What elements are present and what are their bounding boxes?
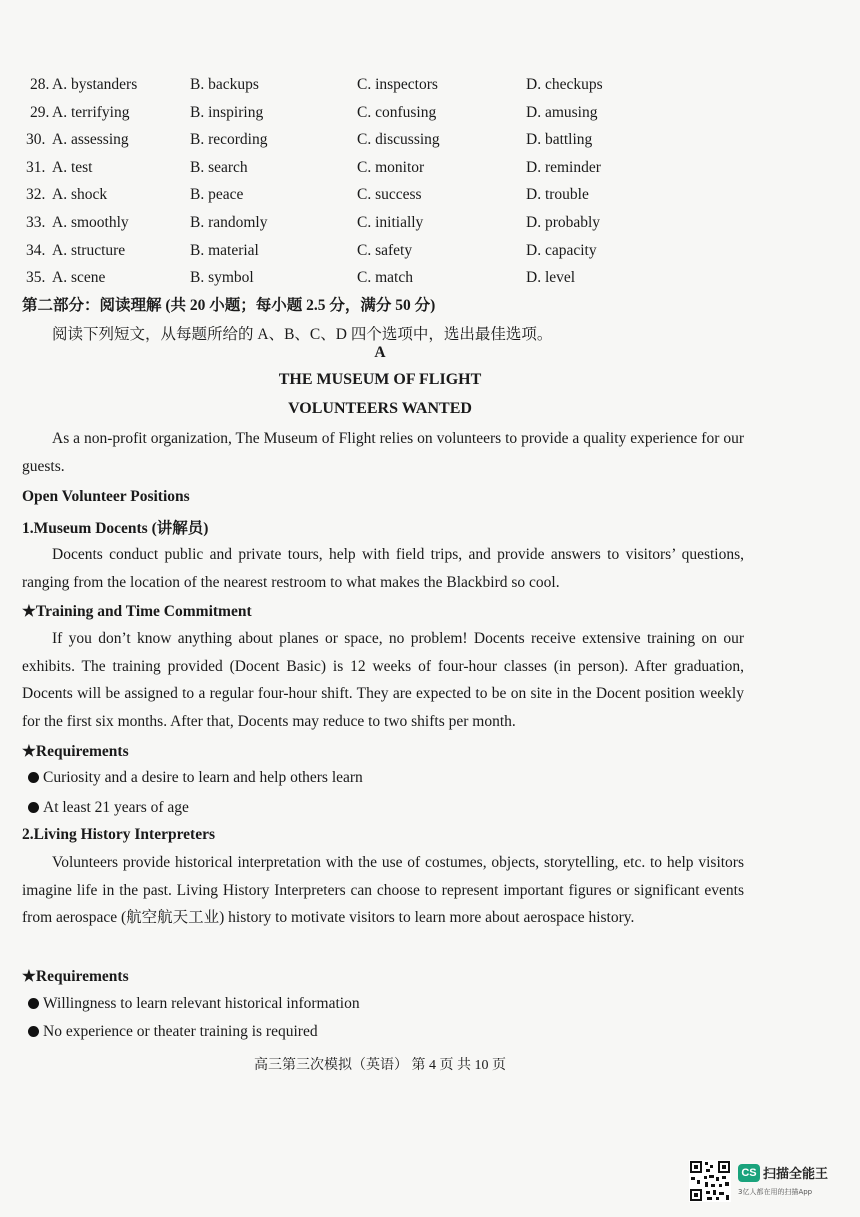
requirements-1-heading: ★Requirements [22, 743, 129, 760]
option-a: A. bystanders [52, 76, 138, 93]
requirement-item [28, 1023, 318, 1041]
option-a: A. assessing [52, 131, 129, 148]
option-d: D. checkups [526, 76, 603, 93]
requirement-text: At least 21 years of age [43, 799, 189, 816]
position-2-heading: 2.Living History Interpreters [22, 826, 216, 843]
open-positions-heading: Open Volunteer Positions [22, 488, 190, 505]
option-a: A. structure [52, 242, 126, 259]
question-31-options [0, 159, 860, 185]
question-34-options [0, 242, 860, 268]
bullet-icon [28, 998, 39, 1009]
option-a: A. terrifying [52, 104, 130, 121]
position-1-paragraph: Docents conduct public and private tours, help with field trips, and provide answers to visitors’ questions, ranging from the location of the nearest restroom to what makes the Blackbird so cool. [22, 546, 744, 591]
passage-letter: A [374, 344, 386, 361]
requirement-text: No experience or theater training is required [43, 1023, 318, 1040]
question-35-options [0, 269, 860, 295]
question-28-options [0, 76, 860, 102]
training-paragraph: If you don’t know anything about planes or space, no problem! Docents receive extensive training on our exhibits. The training provided (Docent Basic) is 12 weeks of four-hour classes (in person). After graduation, Docents will be assigned to a regular four-hour shift. They are expected to be on site in the Docent position weekly for the first six months. After that, Docents may reduce to two shifts per month. [22, 630, 744, 730]
option-a: A. shock [52, 186, 108, 203]
brand-name: 扫描全能王 [763, 1167, 829, 1182]
passage-subtitle: VOLUNTEERS WANTED [288, 400, 472, 417]
option-d: D. level [526, 269, 576, 286]
scanner-brand [738, 1163, 828, 1182]
option-d: D. battling [526, 131, 593, 148]
brand-tagline: 3亿人都在用的扫描App [738, 1188, 813, 1196]
question-number: 34. [26, 242, 46, 259]
option-b: B. search [190, 159, 248, 176]
question-number: 31. [26, 159, 46, 176]
option-c: C. match [357, 269, 413, 286]
option-b: B. symbol [190, 269, 254, 286]
option-a: A. smoothly [52, 214, 129, 231]
question-29-options [0, 104, 860, 130]
question-30-options [0, 131, 860, 157]
option-c: C. initially [357, 214, 424, 231]
requirement-item [28, 995, 360, 1013]
page-footer: 高三第三次模拟（英语） 第 4 页 共 10 页 [254, 1058, 506, 1073]
requirement-item [28, 799, 189, 817]
option-c: C. success [357, 186, 422, 203]
bullet-icon [28, 1026, 39, 1037]
option-a: A. test [52, 159, 93, 176]
option-b: B. backups [190, 76, 259, 93]
requirements-2-heading: ★Requirements [22, 968, 129, 985]
training-heading: ★Training and Time Commitment [22, 603, 252, 620]
qr-code-icon [689, 1160, 731, 1202]
option-a: A. scene [52, 269, 106, 286]
position-1-heading: 1.Museum Docents (讲解员) [22, 520, 209, 537]
option-d: D. amusing [526, 104, 598, 121]
option-d: D. trouble [526, 186, 589, 203]
question-number: 29. [30, 104, 50, 121]
option-b: B. material [190, 242, 259, 259]
option-b: B. peace [190, 186, 244, 203]
position-2-paragraph: Volunteers provide historical interpretation with the use of costumes, objects, storytelling, etc. to help visitors imagine life in the past. Living History Interpreters can choose to represent important figures or significant events from aerospace (航空航天工业) history to motivate visitors to learn more about aerospace history. [22, 854, 744, 926]
passage-title: THE MUSEUM OF FLIGHT [278, 371, 482, 388]
option-c: C. safety [357, 242, 413, 259]
question-number: 35. [26, 269, 46, 286]
section-instruction: 阅读下列短文，从每题所给的 A、B、C、D 四个选项中，选出最佳选项。 [52, 326, 553, 343]
option-d: D. capacity [526, 242, 597, 259]
question-number: 30. [26, 131, 46, 148]
intro-paragraph: As a non-profit organization, The Museum of Flight relies on volunteers to provide a quality experience for our guests. [22, 430, 744, 475]
requirement-text: Willingness to learn relevant historical information [43, 995, 360, 1012]
bullet-icon [28, 772, 39, 783]
option-b: B. randomly [190, 214, 268, 231]
option-d: D. reminder [526, 159, 601, 176]
option-b: B. recording [190, 131, 268, 148]
question-33-options [0, 214, 860, 240]
option-c: C. discussing [357, 131, 440, 148]
question-number: 32. [26, 186, 46, 203]
option-d: D. probably [526, 214, 601, 231]
requirement-text: Curiosity and a desire to learn and help others learn [43, 769, 363, 786]
bullet-icon [28, 802, 39, 813]
question-number: 33. [26, 214, 46, 231]
option-b: B. inspiring [190, 104, 264, 121]
option-c: C. confusing [357, 104, 437, 121]
section-heading: 第二部分：阅读理解 (共 20 小题；每小题 2.5 分，满分 50 分) [22, 297, 436, 314]
option-a: 28. [30, 76, 50, 93]
question-32-options [0, 186, 860, 212]
camscanner-logo-icon: CS [738, 1164, 760, 1182]
option-c: C. monitor [357, 159, 425, 176]
option-c: C. inspectors [357, 76, 438, 93]
requirement-item [28, 769, 363, 787]
